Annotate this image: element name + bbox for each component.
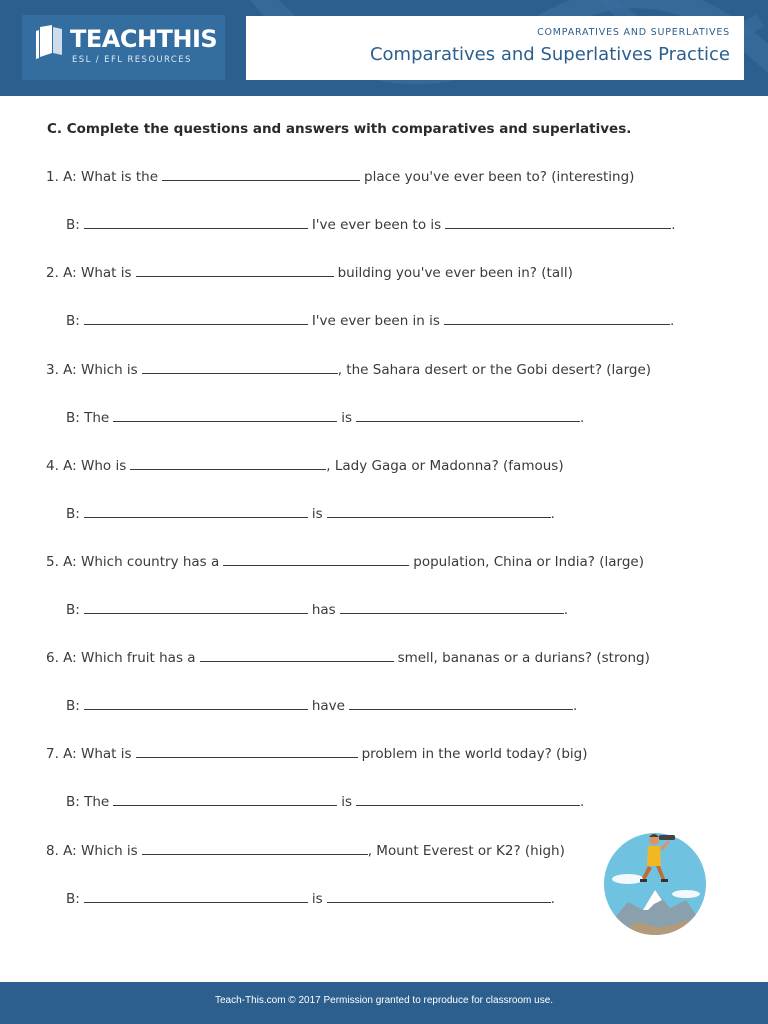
question-6-b-middle: have bbox=[311, 698, 345, 714]
answer-blank[interactable] bbox=[356, 408, 580, 422]
question-3-a bbox=[46, 360, 651, 380]
answer-blank[interactable] bbox=[200, 648, 394, 662]
question-7-a-prompt: 7. A: What is bbox=[46, 746, 132, 762]
answer-blank[interactable] bbox=[84, 696, 308, 710]
question-4-a-suffix: , Lady Gaga or Madonna? (famous) bbox=[326, 458, 564, 474]
title-box bbox=[246, 16, 744, 80]
answer-blank[interactable] bbox=[356, 792, 580, 806]
question-3-b-prompt: B: The bbox=[66, 410, 110, 426]
answer-blank[interactable] bbox=[84, 889, 308, 903]
footer-banner bbox=[0, 982, 768, 1024]
question-6-b-prompt: B: bbox=[66, 698, 80, 714]
question-7-b bbox=[66, 792, 584, 812]
answer-blank[interactable] bbox=[142, 841, 368, 855]
logo-tagline: ESL / EFL RESOURCES bbox=[72, 55, 192, 65]
question-3-a-prompt: 3. A: Which is bbox=[46, 362, 138, 378]
question-4-a bbox=[46, 456, 564, 476]
question-7-a bbox=[46, 744, 587, 764]
question-1-b bbox=[66, 215, 676, 235]
answer-blank[interactable] bbox=[84, 215, 308, 229]
question-8-a-prompt: 8. A: Which is bbox=[46, 843, 138, 859]
question-2-b-middle: I've ever been in is bbox=[311, 313, 440, 329]
answer-blank[interactable] bbox=[445, 215, 671, 229]
question-1-b-middle: I've ever been to is bbox=[311, 217, 442, 233]
answer-blank[interactable] bbox=[136, 263, 334, 277]
answer-blank[interactable] bbox=[162, 167, 360, 181]
answer-blank[interactable] bbox=[113, 792, 337, 806]
answer-blank[interactable] bbox=[327, 889, 551, 903]
question-6-a-suffix: smell, bananas or a durians? (strong) bbox=[397, 650, 650, 666]
exercise-instruction: C. Complete the questions and answers with comparatives and superlatives. bbox=[47, 121, 632, 137]
answer-blank[interactable] bbox=[136, 744, 358, 758]
logo-wordmark: TEACHTHIS bbox=[70, 25, 218, 53]
question-2-b-prompt: B: bbox=[66, 313, 80, 329]
question-3-b-middle: is bbox=[341, 410, 353, 426]
question-8-b-prompt: B: bbox=[66, 891, 80, 907]
answer-blank[interactable] bbox=[340, 600, 564, 614]
answer-blank[interactable] bbox=[130, 456, 326, 470]
copyright-text: Teach-This.com © 2017 Permission granted to reproduce for classroom use. bbox=[214, 995, 554, 1006]
question-3-b-end: . bbox=[580, 410, 585, 426]
question-3-b bbox=[66, 408, 584, 428]
answer-blank[interactable] bbox=[444, 311, 670, 325]
question-7-b-prompt: B: The bbox=[66, 794, 110, 810]
question-1-a-suffix: place you've ever been to? (interesting) bbox=[364, 169, 635, 185]
answer-blank[interactable] bbox=[223, 552, 409, 566]
question-2-b bbox=[66, 311, 674, 331]
question-7-b-middle: is bbox=[341, 794, 353, 810]
question-4-b-middle: is bbox=[311, 506, 323, 522]
book-icon bbox=[34, 25, 64, 59]
answer-blank[interactable] bbox=[349, 696, 573, 710]
question-7-b-end: . bbox=[580, 794, 585, 810]
question-6-a-prompt: 6. A: Which fruit has a bbox=[46, 650, 196, 666]
question-5-a-prompt: 5. A: Which country has a bbox=[46, 554, 220, 570]
answer-blank[interactable] bbox=[84, 504, 308, 518]
category-label: COMPARATIVES AND SUPERLATIVES bbox=[537, 27, 730, 38]
answer-blank[interactable] bbox=[113, 408, 337, 422]
question-4-b bbox=[66, 504, 555, 524]
page-title: Comparatives and Superlatives Practice bbox=[369, 44, 730, 65]
question-5-b-prompt: B: bbox=[66, 602, 80, 618]
question-4-b-prompt: B: bbox=[66, 506, 80, 522]
question-5-a-suffix: population, China or India? (large) bbox=[413, 554, 644, 570]
question-7-a-suffix: problem in the world today? (big) bbox=[361, 746, 588, 762]
answer-blank[interactable] bbox=[327, 504, 551, 518]
answer-blank[interactable] bbox=[84, 311, 308, 325]
header-banner bbox=[0, 0, 768, 96]
question-4-b-end: . bbox=[550, 506, 555, 522]
question-4-a-prompt: 4. A: Who is bbox=[46, 458, 127, 474]
question-3-a-suffix: , the Sahara desert or the Gobi desert? (large) bbox=[337, 362, 652, 378]
question-1-b-end: . bbox=[671, 217, 676, 233]
question-8-b bbox=[66, 889, 555, 909]
teachthis-logo[interactable] bbox=[22, 15, 225, 80]
question-2-a bbox=[46, 263, 573, 283]
question-2-a-prompt: 2. A: What is bbox=[46, 265, 132, 281]
question-6-b-end: . bbox=[572, 698, 578, 714]
question-5-b-middle: has bbox=[311, 602, 336, 618]
question-8-b-end: . bbox=[550, 891, 555, 907]
question-2-a-suffix: building you've ever been in? (tall) bbox=[337, 265, 573, 281]
question-1-a-prompt: 1. A: What is the bbox=[46, 169, 159, 185]
answer-blank[interactable] bbox=[84, 600, 308, 614]
question-8-a bbox=[46, 841, 565, 861]
question-5-b bbox=[66, 600, 568, 620]
question-8-a-suffix: , Mount Everest or K2? (high) bbox=[367, 843, 565, 859]
question-1-b-prompt: B: bbox=[66, 217, 80, 233]
question-6-a bbox=[46, 648, 650, 668]
mountain-explorer-illustration bbox=[598, 824, 712, 938]
question-8-b-middle: is bbox=[311, 891, 323, 907]
question-5-a bbox=[46, 552, 644, 572]
question-6-b bbox=[66, 696, 577, 716]
question-1-a bbox=[46, 167, 634, 187]
answer-blank[interactable] bbox=[142, 360, 338, 374]
question-2-b-end: . bbox=[669, 313, 675, 329]
question-5-b-end: . bbox=[563, 602, 568, 618]
